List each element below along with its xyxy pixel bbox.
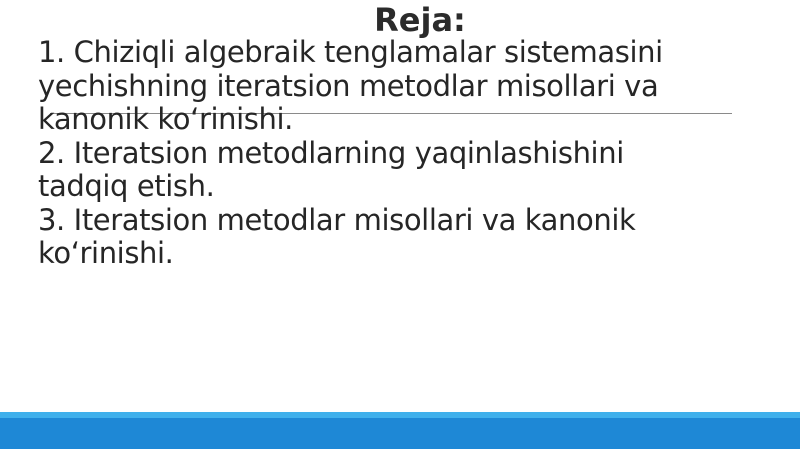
plan-item-2-line-1: 2. Iteratsion metodlarning yaqinlashishini: [38, 135, 624, 170]
slide-title: Reja:: [374, 1, 466, 39]
footer-band: [0, 412, 800, 449]
footer-band-highlight: [0, 412, 800, 418]
plan-item-1-line-1: 1. Chiziqli algebraik tenglamalar sistemasini: [38, 35, 663, 69]
plan-item-1-line-3: kanonik ko‘rinishi.: [38, 102, 293, 136]
plan-item-2-line-2: tadqiq etish.: [38, 169, 215, 203]
plan-item-1-line-2: yechishning iteratsion metodlar misollari va: [38, 68, 659, 103]
plan-list: [38, 36, 778, 271]
plan-item-3-line-2: ko‘rinishi.: [38, 236, 174, 270]
plan-item-3-line-1: 3. Iteratsion metodlar misollari va kanonik: [38, 202, 636, 237]
